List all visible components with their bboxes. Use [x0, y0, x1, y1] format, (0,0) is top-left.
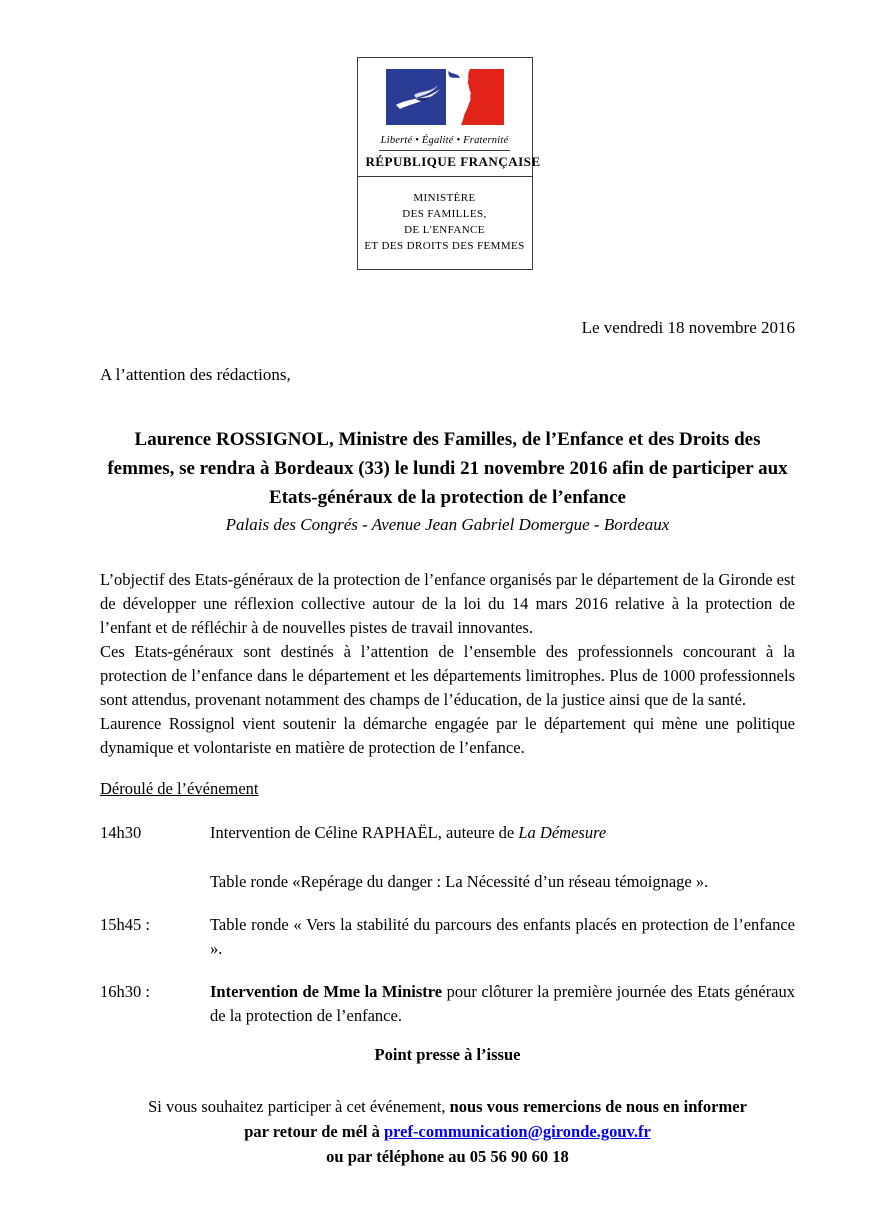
schedule-text: Intervention de Céline RAPHAËL, auteure de	[210, 823, 519, 842]
footer-line-3: ou par téléphone au 05 56 90 60 18	[326, 1147, 569, 1166]
paragraph-objective: L’objectif des Etats-généraux de la protection de l’enfance organisés par le département de la Gironde est de développer une réflexion collective autour de la loi du 14 mars 2016 relative à la protection de l’enfant et de réfléchir à de nouvelles pistes de travail innovantes.	[100, 570, 796, 637]
schedule-description	[210, 821, 795, 845]
ministry-line: ET DES DROITS DES FEMMES	[364, 240, 525, 252]
salutation: A l’attention des rédactions,	[100, 365, 291, 384]
intro-paragraphs	[100, 568, 795, 760]
schedule-row-15h45	[100, 913, 795, 961]
schedule-heading: Déroulé de l’événement	[100, 779, 259, 798]
ministry-line: MINISTÈRE	[413, 192, 476, 204]
email-link[interactable]: pref-communication@gironde.gouv.fr	[383, 1122, 651, 1141]
footer-line-1	[100, 1094, 795, 1119]
schedule-time: 15h45 :	[100, 915, 150, 934]
document-body	[0, 318, 889, 1169]
page-title: Laurence ROSSIGNOL, Ministre des Familles, de l’Enfance et des Droits des femmes, se rendra à Bordeaux (33) le lundi 21 novembre 2016 afin de participer aux Etats-généraux de la protection de l’enfance	[107, 429, 788, 508]
logo-republique-francaise: RÉPUBLIQUE FRANÇAISE	[365, 154, 541, 169]
title-block	[100, 425, 795, 537]
schedule-description: Table ronde «Repérage du danger : La Nécessité d’un réseau témoignage ».	[210, 872, 709, 891]
government-logo	[357, 57, 541, 270]
press-release-page	[0, 57, 889, 1210]
footer-text-bold: nous vous remercions de nous en informer	[449, 1097, 747, 1116]
date-line: Le vendredi 18 novembre 2016	[581, 318, 795, 337]
footer-text-bold: par retour de mél à	[244, 1122, 384, 1141]
marianne-flag-icon	[386, 69, 504, 125]
ministry-line: DES FAMILLES,	[402, 208, 487, 220]
footer-text-normal: Si vous souhaitez participer à cet événement,	[148, 1097, 450, 1116]
schedule-description: Table ronde « Vers la stabilité du parcours des enfants placés en protection de l’enfance ».	[210, 915, 795, 958]
footer-contact	[100, 1094, 795, 1169]
schedule-description	[210, 980, 795, 1028]
schedule-row-table-ronde-1	[100, 870, 795, 894]
schedule-time: 16h30 :	[100, 982, 150, 1001]
schedule-text: pour clôturer la première journée des Etats généraux de la protection de l’enfance.	[210, 982, 796, 1025]
paragraph-audience: Ces Etats-généraux sont destinés à l’attention de l’ensemble des professionnels concourant à la protection de l’enfance dans le département et les départements limitrophes. Plus de 1000 professionnels sont attendus, provenant notamment des champs de l’éducation, de la justice ainsi que de la santé.	[100, 642, 795, 709]
schedule-time	[100, 870, 210, 894]
venue-subtitle: Palais des Congrés - Avenue Jean Gabriel Domergue - Bordeaux	[225, 515, 670, 534]
footer-line-2	[100, 1119, 795, 1144]
paragraph-support: Laurence Rossignol vient soutenir la démarche engagée par le département qui mène une politique dynamique et volontariste en matière de protection de l’enfance.	[100, 714, 795, 757]
ministry-line: DE L'ENFANCE	[404, 224, 485, 236]
logo-top-section	[358, 58, 541, 176]
press-point-notice: Point presse à l’issue	[374, 1045, 521, 1064]
schedule-row-16h30	[100, 980, 795, 1028]
schedule-row-14h30	[100, 821, 795, 845]
ministry-name	[358, 176, 532, 269]
book-title: La Démesure	[518, 823, 607, 842]
schedule-time: 14h30	[100, 823, 142, 842]
minister-intervention-bold: Intervention de Mme la Ministre	[210, 982, 443, 1001]
logo-motto: Liberté • Égalité • Fraternité	[379, 134, 511, 151]
